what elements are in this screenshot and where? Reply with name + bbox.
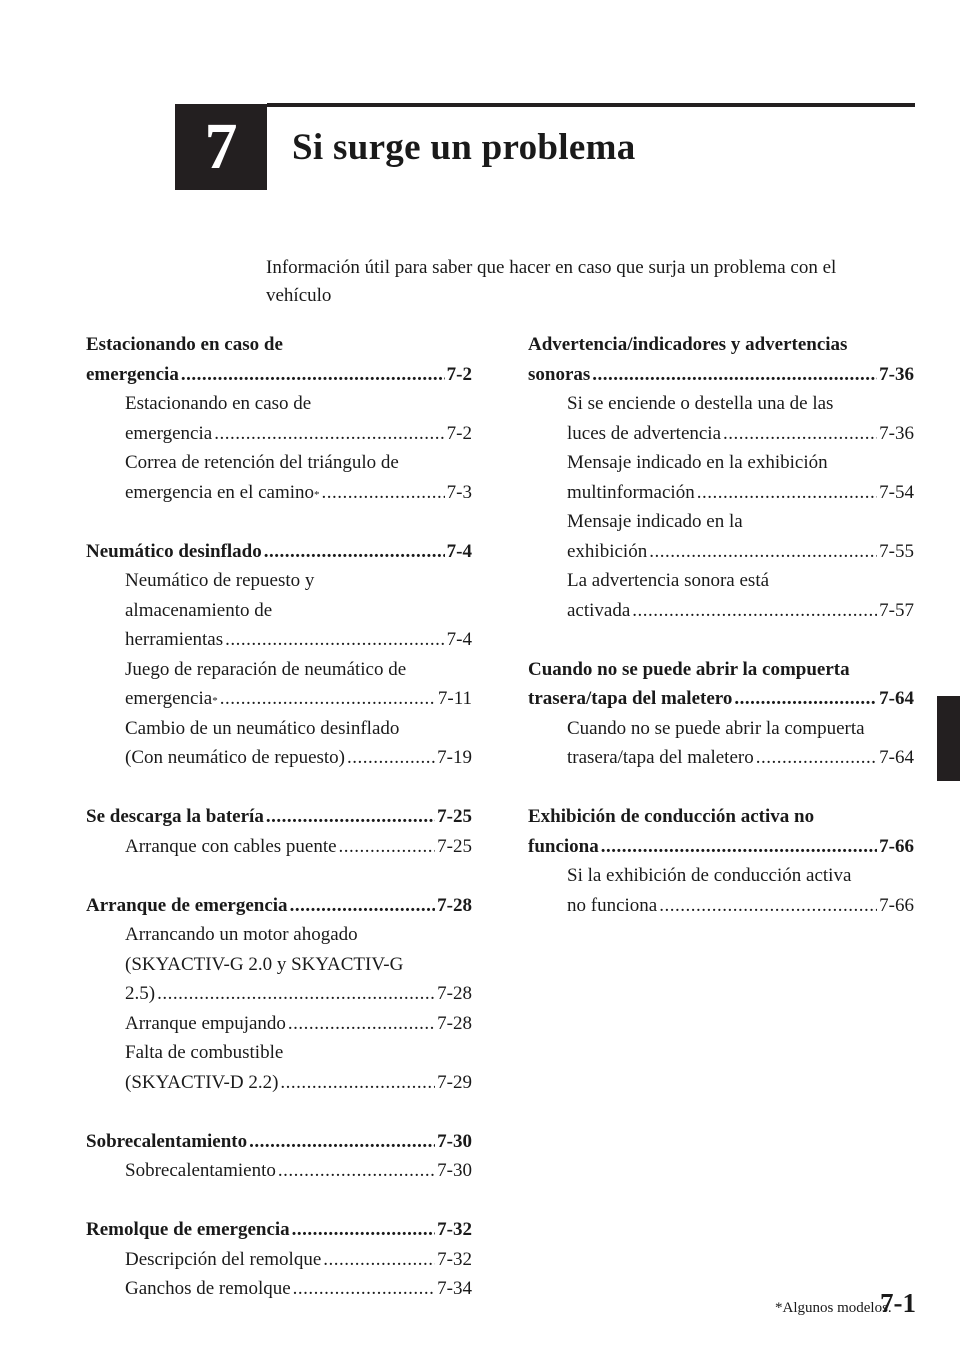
toc-entry-page: 7-19 — [437, 747, 472, 768]
toc-entry-text: (SKYACTIV-D 2.2) — [125, 1071, 279, 1093]
toc-entry-text: Cuando no se puede abrir la compuerta — [567, 717, 865, 739]
chapter-intro: Información útil para saber que hacer en caso que surja un problema con el vehículo — [266, 257, 837, 306]
toc-entry-line[interactable] — [528, 478, 914, 508]
toc-section-title-line — [528, 655, 914, 685]
toc-entry-line[interactable] — [528, 419, 914, 449]
toc-entry-line[interactable] — [528, 743, 914, 773]
toc-entry-page: 7-2 — [446, 422, 472, 444]
toc-entry-line — [86, 950, 472, 980]
toc-entry-text: activada — [567, 599, 631, 621]
toc-section-title-line[interactable] — [528, 832, 914, 862]
toc-entry-page: 7-30 — [437, 1160, 472, 1181]
toc-entry-text: Mensaje indicado en la exhibición — [567, 452, 828, 473]
toc-entry-text: (SKYACTIV-G 2.0 y SKYACTIV-G — [125, 953, 404, 975]
dot-leader — [280, 1068, 435, 1098]
chapter-number-block — [175, 104, 267, 190]
toc-entry-line[interactable]: emergencia * ..... 7-11 — [86, 684, 472, 714]
toc-entry-page: 7-32 — [437, 1248, 472, 1270]
dot-leader — [347, 743, 435, 773]
toc-section-title-text: Cuando no se puede abrir la compuerta — [528, 658, 850, 680]
toc-entry-text: emergencia — [125, 422, 213, 444]
toc-entry-page: 7-28 — [437, 983, 472, 1004]
dot-leader — [339, 832, 436, 862]
toc-entry-text: Arranque con cables puente — [125, 835, 337, 857]
dot-leader — [632, 596, 877, 626]
toc-section-title-line[interactable] — [528, 684, 914, 714]
toc-entry-line[interactable] — [86, 979, 472, 1009]
toc-entry-text: trasera/tapa del maletero — [567, 747, 754, 768]
toc-entry-line — [528, 448, 914, 478]
toc-entry-line[interactable] — [86, 832, 472, 862]
toc-entry-text: Cambio de un neumático desinflado — [125, 717, 400, 739]
toc-section-title-text: Advertencia/indicadores y advertencias — [528, 334, 848, 355]
toc-left-column — [86, 330, 472, 1333]
toc-entry-text: (Con neumático de repuesto) — [125, 747, 346, 768]
toc-section-title-line[interactable] — [86, 1127, 472, 1157]
toc-section-title-line[interactable] — [86, 802, 472, 832]
toc-entry-page: 7-34 — [437, 1278, 472, 1299]
toc-entry-line — [86, 389, 472, 419]
toc-entry-line[interactable] — [528, 537, 914, 567]
toc-section-title-text: trasera/tapa del maletero — [528, 688, 733, 709]
dot-leader — [220, 684, 436, 714]
toc-entry-text: Si se enciende o destella una de las — [567, 393, 834, 414]
chapter-title: Si surge un problema — [292, 127, 636, 168]
toc-entry-text: Arranque empujando — [125, 1012, 286, 1034]
toc-section-title-line — [528, 330, 914, 360]
dot-leader — [723, 419, 877, 449]
toc-section-title-line[interactable] — [86, 537, 472, 567]
page-number: 7-1 — [880, 1288, 916, 1318]
toc-entry-text: exhibición — [567, 540, 648, 562]
toc-entry-text: Arrancando un motor ahogado — [125, 924, 358, 945]
toc-entry-line[interactable] — [86, 1156, 472, 1186]
toc-section-title-line[interactable] — [86, 1215, 472, 1245]
toc-entry-line — [528, 861, 914, 891]
toc-entry-page: 7-66 — [879, 894, 914, 916]
dot-leader — [225, 625, 445, 655]
toc-entry-line — [86, 920, 472, 950]
toc-entry-text: Sobrecalentamiento — [125, 1160, 276, 1181]
toc-section-title-text: Neumático desinflado — [86, 540, 262, 562]
toc-entry-line[interactable] — [86, 1274, 472, 1304]
toc-section — [86, 802, 472, 861]
toc-entry-text: Falta de combustible — [125, 1042, 284, 1063]
toc-entry-page: 7-36 — [879, 422, 914, 444]
toc-section — [86, 330, 472, 507]
toc-entry-text: no funciona — [567, 894, 658, 916]
dot-leader — [734, 684, 877, 714]
toc-section-title-page: 7-30 — [437, 1130, 472, 1152]
chapter-header-rule — [267, 103, 915, 107]
dot-leader — [157, 979, 435, 1009]
toc-entry-line — [86, 566, 472, 596]
toc-right-column — [528, 330, 914, 950]
toc-entry-page: 7-57 — [879, 599, 914, 621]
toc-section-title-page: 7-4 — [446, 540, 472, 562]
toc-section-title-page: 7-64 — [879, 688, 914, 709]
toc-entry-line — [86, 655, 472, 685]
toc-section-title-page: 7-66 — [879, 835, 914, 857]
toc-entry-line[interactable] — [528, 891, 914, 921]
dot-leader — [756, 743, 877, 773]
chapter-side-tab — [937, 696, 960, 781]
toc-entry-line[interactable] — [86, 1068, 472, 1098]
dot-leader — [697, 478, 877, 508]
toc-section-title-text: Arranque de emergencia — [86, 894, 288, 916]
toc-section-title-text: Estacionando en caso de — [86, 334, 283, 355]
dot-leader — [266, 802, 435, 832]
toc-section-title-text: emergencia — [86, 363, 179, 385]
dot-leader — [592, 360, 877, 390]
toc-entry-page: 7-29 — [437, 1071, 472, 1093]
toc-entry-line[interactable] — [86, 1245, 472, 1275]
toc-section — [528, 655, 914, 773]
toc-section — [86, 537, 472, 773]
toc-entry-line — [86, 1038, 472, 1068]
toc-entry-line — [86, 448, 472, 478]
toc-section-title-page: 7-36 — [879, 363, 914, 385]
toc-entry-text: La advertencia sonora está — [567, 570, 770, 591]
toc-entry-line[interactable] — [86, 1009, 472, 1039]
toc-entry-text: Ganchos de remolque — [125, 1278, 291, 1299]
toc-section-title-page: 7-28 — [437, 894, 472, 916]
toc-section-title-line[interactable] — [86, 360, 472, 390]
dot-leader — [601, 832, 877, 862]
footnote: *Algunos modelos. — [775, 1300, 892, 1316]
toc-entry-text: Si la exhibición de conducción activa — [567, 865, 852, 886]
chapter-number: 7 — [204, 110, 238, 183]
dot-leader — [322, 478, 445, 508]
toc-entry-text: Mensaje indicado en la — [567, 511, 743, 532]
toc-entry-text: Correa de retención del triángulo de — [125, 452, 399, 473]
toc-entry-text: Neumático de repuesto y — [125, 570, 315, 591]
toc-entry-line[interactable]: emergencia en el camino * ..... 7-3 — [86, 478, 472, 508]
dot-leader — [659, 891, 877, 921]
toc-entry-line — [86, 714, 472, 744]
dot-leader — [649, 537, 877, 567]
toc-entry-text: 2.5) — [125, 983, 156, 1004]
toc-section — [528, 330, 914, 625]
toc-entry-text: emergencia — [125, 688, 213, 709]
toc-entry-page: 7-3 — [446, 481, 472, 503]
toc-entry-text: luces de advertencia — [567, 422, 722, 444]
toc-section — [86, 1215, 472, 1304]
toc-section-title-line[interactable] — [86, 891, 472, 921]
toc-entry-line[interactable] — [86, 625, 472, 655]
toc-section-title-page: 7-25 — [437, 806, 472, 827]
toc-section-title-page: 7-2 — [446, 363, 472, 385]
dot-leader — [181, 360, 445, 390]
dot-leader — [288, 1009, 435, 1039]
toc-section — [86, 891, 472, 1098]
toc-entry-text: emergencia en el camino — [125, 481, 315, 503]
toc-section — [528, 802, 914, 920]
toc-entry-text: almacenamiento de — [125, 599, 273, 621]
toc-entry-line — [86, 596, 472, 626]
toc-section — [86, 1127, 472, 1186]
toc-entry-line — [528, 389, 914, 419]
toc-section-title-text: Sobrecalentamiento — [86, 1130, 248, 1152]
toc-entry-page: 7-55 — [879, 540, 914, 562]
toc-entry-line — [528, 507, 914, 537]
toc-entry-page: 7-25 — [437, 835, 472, 857]
dot-leader — [323, 1245, 435, 1275]
toc-entry-text: multinformación — [567, 481, 695, 503]
dot-leader — [293, 1274, 436, 1304]
toc-section-title-line — [528, 802, 914, 832]
toc-entry-page: 7-4 — [446, 629, 472, 650]
dot-leader — [264, 537, 445, 567]
toc-entry-page: 7-11 — [437, 688, 472, 709]
toc-section-title-text: Exhibición de conducción activa no — [528, 806, 815, 827]
toc-section-title-text: Se descarga la batería — [86, 806, 264, 827]
toc-section-title-text: Remolque de emergencia — [86, 1219, 290, 1240]
toc-entry-line[interactable] — [528, 596, 914, 626]
toc-section-title-text: funciona — [528, 835, 599, 857]
toc-section-title-page: 7-32 — [437, 1219, 472, 1240]
dot-leader — [292, 1215, 436, 1245]
toc-entry-line[interactable] — [86, 743, 472, 773]
toc-entry-line — [528, 566, 914, 596]
toc-entry-text: herramientas — [125, 629, 224, 650]
toc-entry-page: 7-54 — [879, 481, 914, 503]
dot-leader — [290, 891, 436, 921]
toc-entry-page: 7-64 — [879, 747, 914, 768]
toc-section-title-line[interactable] — [528, 360, 914, 390]
toc-entry-line[interactable] — [86, 419, 472, 449]
toc-section-title-line — [86, 330, 472, 360]
toc-entry-text: Juego de reparación de neumático de — [125, 658, 407, 680]
toc-section-title-text: sonoras — [528, 363, 591, 385]
toc-entry-text: Descripción del remolque — [125, 1248, 322, 1270]
dot-leader — [214, 419, 444, 449]
dot-leader — [278, 1156, 435, 1186]
toc-entry-text: Estacionando en caso de — [125, 393, 312, 414]
dot-leader — [249, 1127, 435, 1157]
toc-entry-line — [528, 714, 914, 744]
toc-entry-page: 7-28 — [437, 1012, 472, 1034]
